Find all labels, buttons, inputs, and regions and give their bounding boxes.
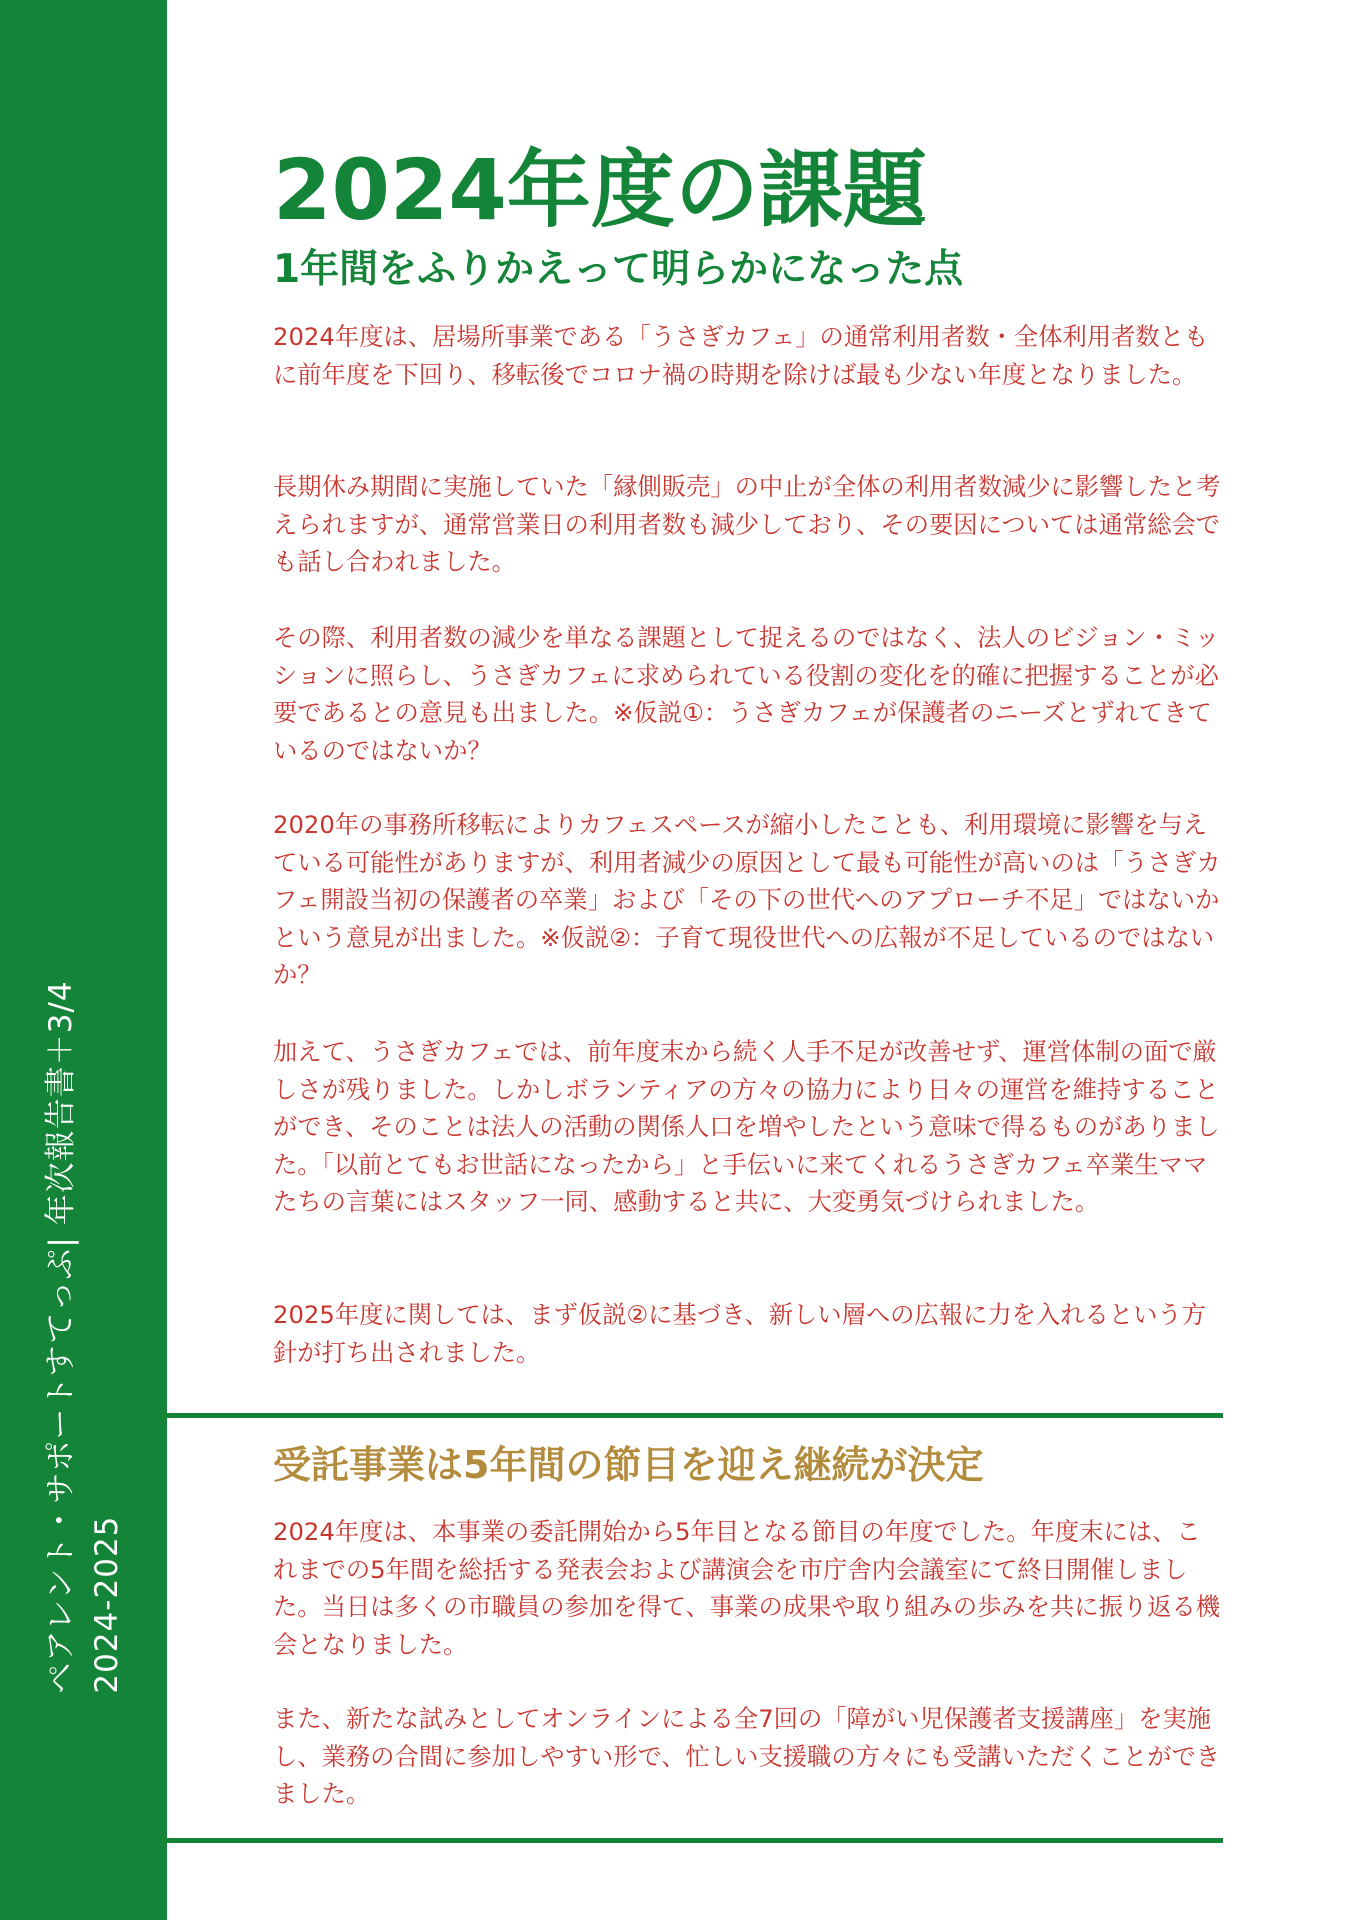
- section2-heading: 受託事業は5年間の節目を迎え継続が決定: [273, 1443, 984, 1487]
- section1-paragraph-5: 加えて、うさぎカフェでは、前年度末から続く人手不足が改善せず、運営体制の面で厳しさが残りました。しかしボランティアの方々の協力により日々の運営を維持することができ、そのことは法人の活動の関係人口を増やしたという意味で得るものがありました。「以前とてもお世話になったから」と手伝いに来てくれるうさぎカフェ卒業生ママたちの言葉にはスタッフ一同、感動すると共に、大変勇気づけられました。: [273, 1037, 1220, 1216]
- sidebar-band: [0, 0, 167, 1920]
- section2-paragraph-2: また、新たな試みとしてオンラインによる全7回の「障がい児保護者支援講座」を実施し、業務の合間に参加しやすい形で、忙しい支援職の方々にも受講いただくことができました。: [273, 1704, 1221, 1808]
- section-divider-top: [167, 1413, 1223, 1418]
- page-subtitle: 1年間をふりかえって明らかになった点: [273, 247, 964, 292]
- section1-paragraph-1: 2024年度は、居場所事業である「うさぎカフェ」の通常利用者数・全体利用者数ともに前年度を下回り、移転後でコロナ禍の時期を除けば最も少ない年度となりました。: [273, 322, 1209, 389]
- section2-paragraph-1: 2024年度は、本事業の委託開始から5年目となる節目の年度でした。年度末には、これまでの5年間を総括する発表会および講演会を市庁舎内会議室にて終日開催しました。当日は多くの市職員の参加を得て、事業の成果や取り組みの歩みを共に振り返る機会となりました。: [273, 1517, 1221, 1659]
- sidebar-year-range: 2024-2025: [89, 1515, 125, 1694]
- section1-paragraph-6: 2025年度に関しては、まず仮説②に基づき、新しい層への広報に力を入れるという方針が打ち出されました。: [273, 1300, 1207, 1367]
- page-title: 2024年度の課題: [273, 141, 927, 239]
- section1-paragraph-2: 長期休み期間に実施していた「縁側販売」の中止が全体の利用者数減少に影響したと考えられますが、通常営業日の利用者数も減少しており、その要因については通常総会でも話し合われました。: [273, 472, 1221, 576]
- section1-paragraph-3: その際、利用者数の減少を単なる課題として捉えるのではなく、法人のビジョン・ミッションに照らし、うさぎカフェに求められている役割の変化を的確に把握することが必要であるとの意見も出ました。※仮説①：うさぎカフェが保護者のニーズとずれてきているのではないか？: [273, 623, 1220, 765]
- sidebar-report-title: ペアレント・サポートすてっぷ| 年次報告書＋3/4: [43, 980, 79, 1694]
- sidebar-caption: [38, 980, 130, 1693]
- section1-paragraph-4: 2020年の事務所移転によりカフェスペースが縮小したことも、利用環境に影響を与えている可能性がありますが、利用者減少の原因として最も可能性が高いのは「うさぎカフェ開設当初の保護者の卒業」および「その下の世代へのアプローチ不足」ではないかという意見が出ました。※仮説②：子育て現役世代への広報が不足しているのではないか？: [273, 810, 1221, 989]
- section-divider-bottom: [167, 1838, 1223, 1843]
